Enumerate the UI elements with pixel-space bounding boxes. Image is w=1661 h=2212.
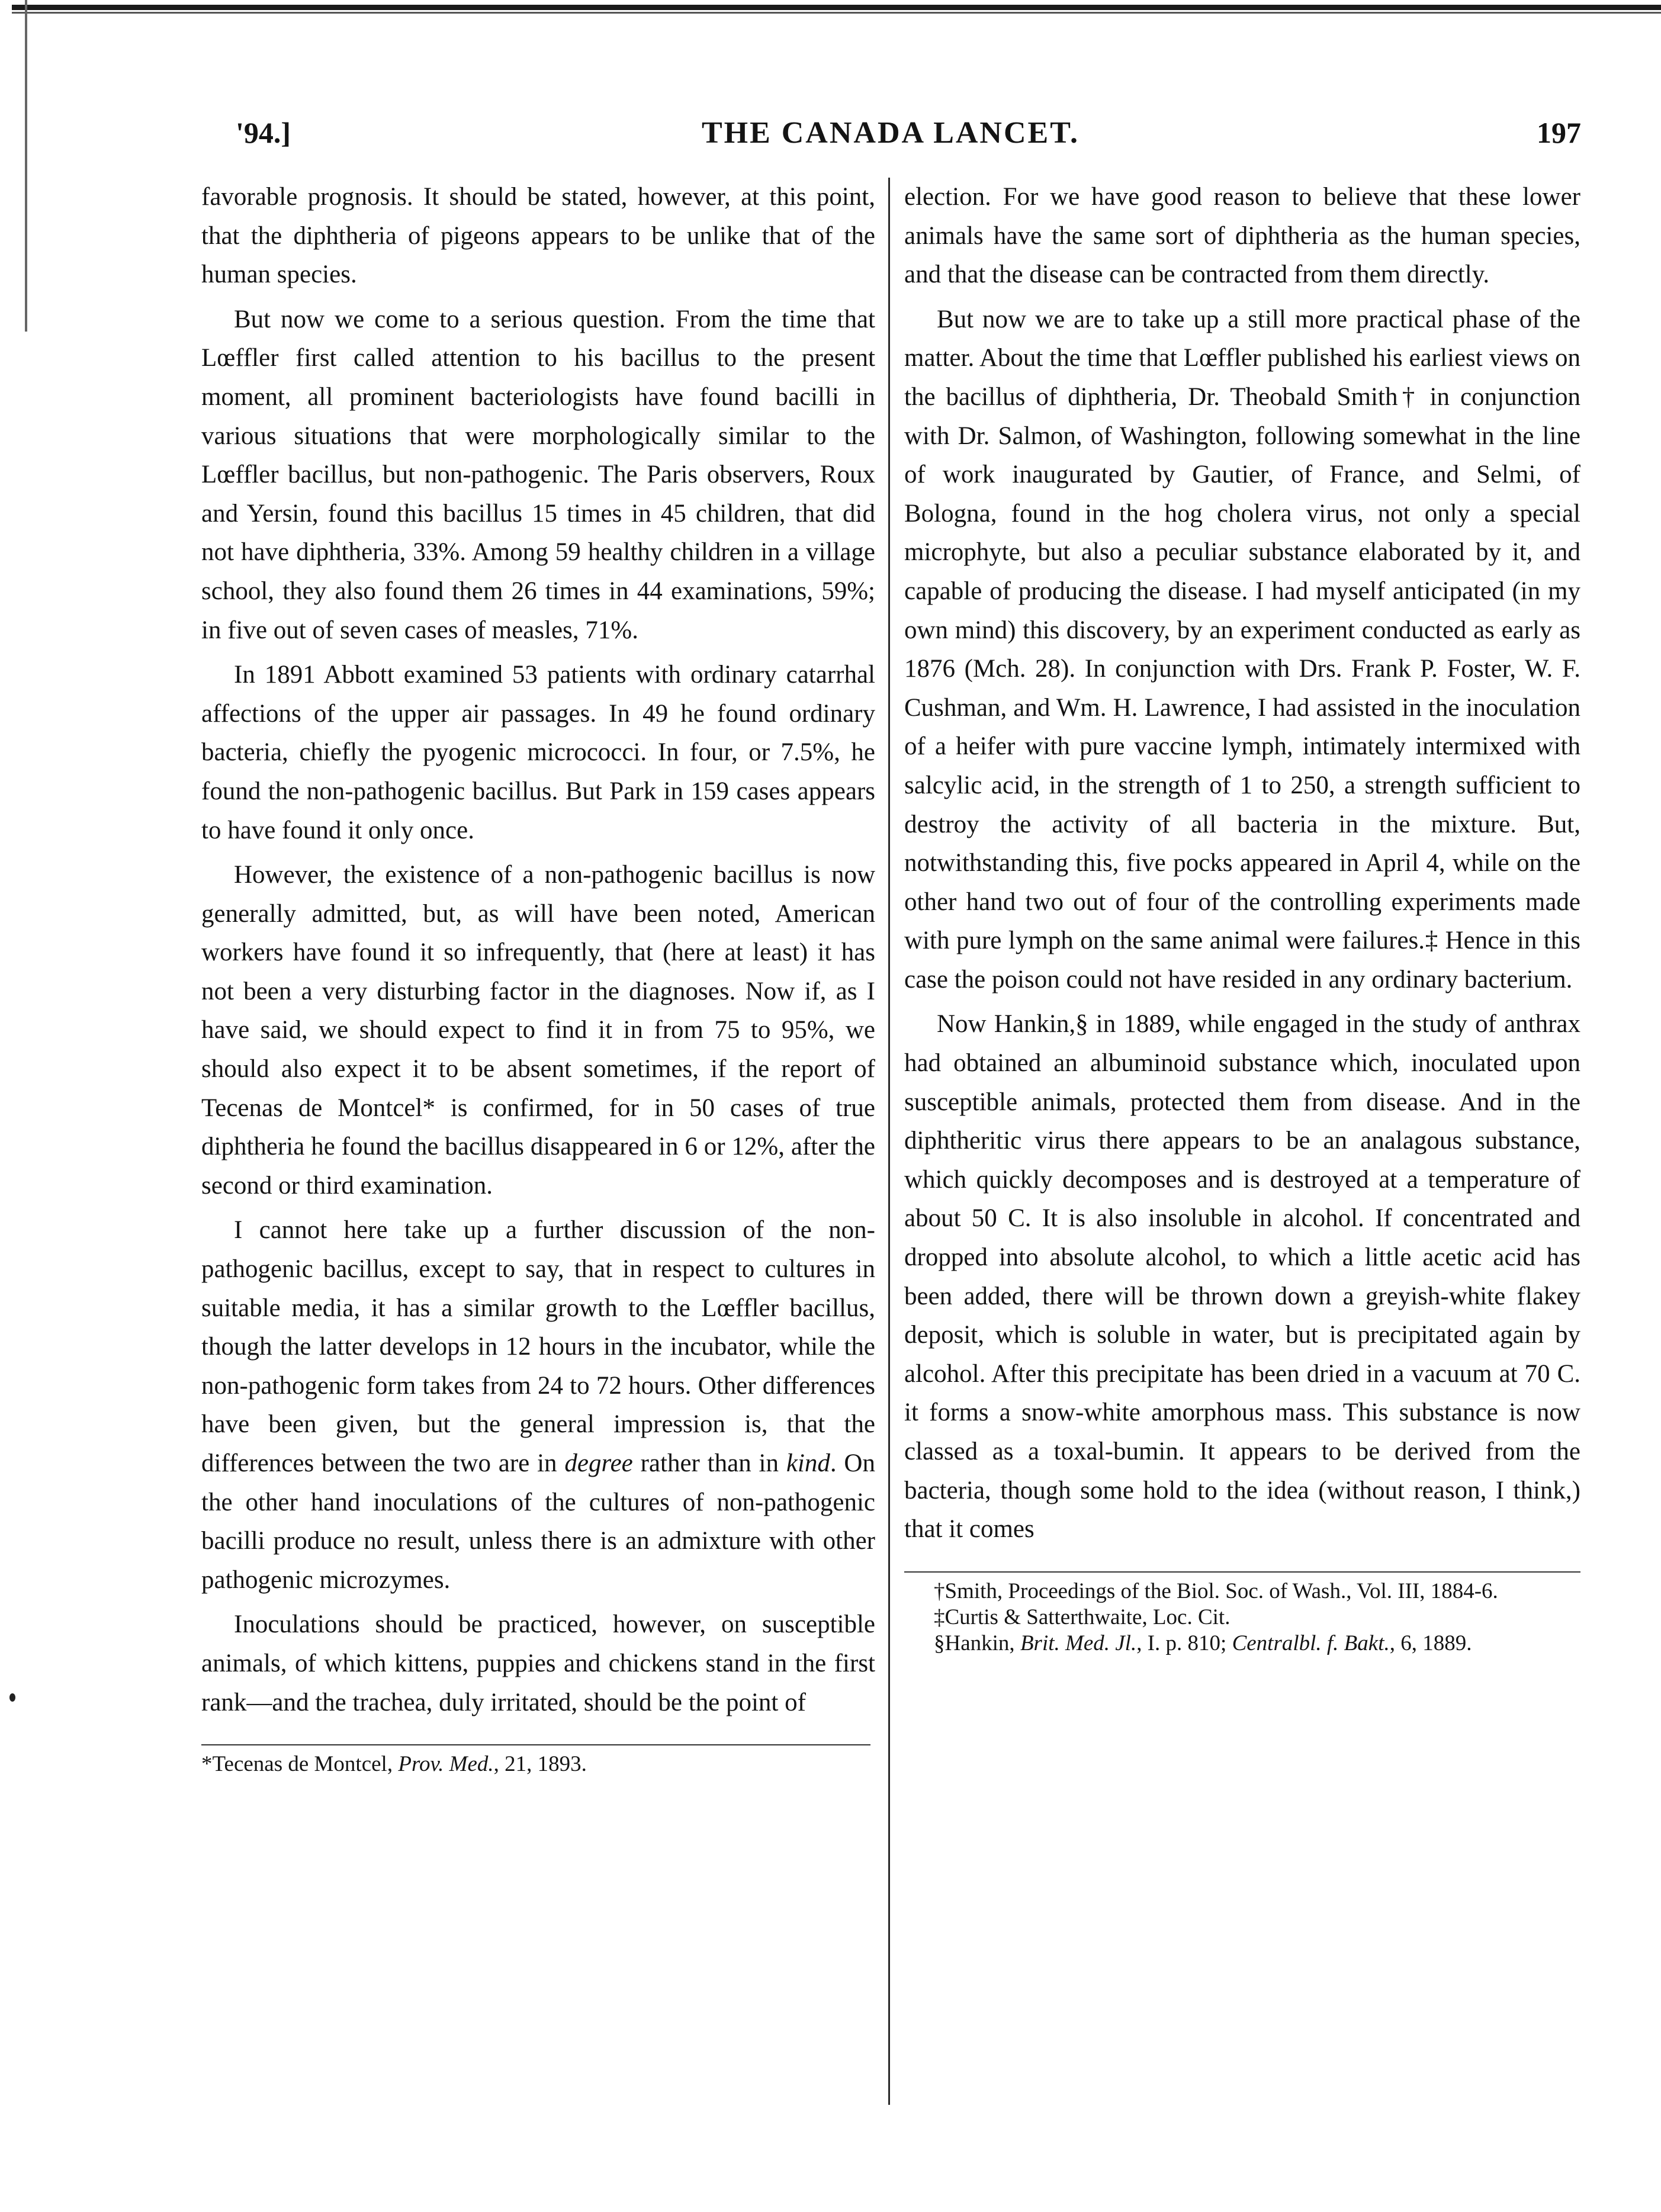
footnote-journal: Brit. Med. Jl. xyxy=(1020,1631,1137,1655)
journal-title: THE CANADA LANCET. xyxy=(701,116,1080,150)
page-number: 197 xyxy=(1537,116,1581,149)
footnote-journal: Centralbl. f. Bakt. xyxy=(1232,1631,1390,1655)
top-border-rule xyxy=(12,5,1661,10)
footnote-text: §Hankin, xyxy=(934,1631,1020,1655)
margin-mark xyxy=(9,1693,15,1702)
top-border-rule-thin xyxy=(12,12,1661,14)
paragraph: But now we come to a serious question. From the time that Lœffler first called attention to his bacillus to the present moment, all prominent bacteriologists have found bacilli in various situations that were morphologically similar to the Lœffler bacillus, but non-pathogenic. The Paris observers, Roux and Yersin, found this bacillus 15 times in 45 children, that did not have diphtheria, 33%. Among 59 healthy children in a village school, they also found them 26 times in 44 examinations, 59%; in five out of seven cases of measles, 71%. xyxy=(201,305,875,644)
footnote-text: , 21, 1893. xyxy=(493,1752,587,1777)
paragraph-text: . On the other hand inoculations of the cultures of non-pathogenic bacilli produce no result, unless there is an admixture with other pathogenic microzymes. xyxy=(201,1449,875,1594)
footnote: ‡Curtis & Satterthwaite, Loc. Cit. xyxy=(934,1605,1231,1629)
binding-edge xyxy=(25,0,27,332)
footnote-rule xyxy=(904,1571,1580,1573)
footnote: †Smith, Proceedings of the Biol. Soc. of Wash., Vol. III, 1884-6. xyxy=(934,1578,1498,1603)
footnote xyxy=(904,1631,1580,1657)
footnote-text: *Tecenas de Montcel, xyxy=(201,1752,399,1777)
paragraph: Now Hankin,§ in 1889, while engaged in the study of anthrax had obtained an albuminoid substance which, inoculated upon susceptible animals, protected them from disease. And in the diphtheritic virus there appears to be an analagous substance, which quickly decomposes and is destroyed at a temperature of about 50 C. It is also insoluble in alcohol. If concentrated and dropped into absolute alcohol, to which a little acetic acid has been added, there will be thrown down a greyish-white flakey deposit, which is soluble in water, but is precipitated again by alcohol. After this precipitate has been dried in a vacuum at 70 C. it forms a snow-white amorphous mass. This substance is now classed as a toxal-bumin. It appears to be derived from the bacteria, though some hold to the idea (without reason, I think,) that it comes xyxy=(904,1010,1580,1544)
left-column xyxy=(201,178,875,1777)
paragraph: But now we are to take up a still more practical phase of the matter. About the time that Lœffler published his earliest views on the bacillus of diphtheria, Dr. Theobald Smith† in conjunction with Dr. Salmon, of Washington, following somewhat in the line of work inaugurated by Gautier, of France, and Selmi, of Bologna, found in the hog cholera virus, not only a special microphyte, but also a peculiar substance elaborated by it, and capable of producing the disease. I had myself anticipated (in my own mind) this discovery, by an experiment conducted as early as 1876 (Mch. 28). In conjunction with Drs. Frank P. Foster, W. F. Cushman, and Wm. H. Lawrence, I had assisted in the inoculation of a heifer with pure vaccine lymph, intimately intermixed with salcylic acid, in the strength of 1 to 250, a strength sufficient to destroy the activity of all bacteria in the mixture. But, notwithstanding this, five pocks appeared in April 4, while on the other hand two out of four of the controlling experiments made with pure lymph on the same animal were failures.‡ Hence in this case the poison could not have resided in any ordinary bacterium. xyxy=(904,305,1580,994)
paragraph: election. For we have good reason to believe that these lower animals have the same sort of diphtheria as the human species, and that the disease can be contracted from them directly. xyxy=(904,183,1580,289)
paragraph xyxy=(201,1211,875,1599)
header-year: '94.] xyxy=(236,116,291,149)
column-divider xyxy=(888,178,890,2105)
italic-term: kind xyxy=(786,1449,830,1477)
footnote-rule xyxy=(201,1744,870,1745)
footnote-text: , I. p. 810; xyxy=(1136,1631,1232,1655)
right-column xyxy=(904,178,1580,1657)
footnote xyxy=(201,1751,875,1777)
running-header xyxy=(200,115,1581,163)
paragraph: In 1891 Abbott examined 53 patients with ordinary catarrhal affections of the upper air passages. In 49 he found ordinary bacteria, chiefly the pyogenic micrococci. In four, or 7.5%, he found the non-pathogenic bacillus. But Park in 159 cases appears to have found it only once. xyxy=(201,661,875,844)
footnote-text: , 6, 1889. xyxy=(1389,1631,1472,1655)
paragraph-text: rather than in xyxy=(632,1449,786,1477)
paragraph: favorable prognosis. It should be stated, however, at this point, that the diphtheria of pigeons appears to be unlike that of the human species. xyxy=(201,183,875,289)
footnote-journal: Prov. Med. xyxy=(398,1752,494,1777)
paragraph: However, the existence of a non-pathogenic bacillus is now generally admitted, but, as will have been noted, American workers have found it so infrequently, that (here at least) it has not been a very disturbing factor in the diagnoses. Now if, as I have said, we should expect to find it in from 75 to 95%, we should also expect it to be absent sometimes, if the report of Tecenas de Montcel* is confirmed, for in 50 cases of true diphtheria he found the bacillus disappeared in 6 or 12%, after the second or third examination. xyxy=(201,861,875,1200)
italic-term: degree xyxy=(564,1449,633,1477)
paragraph: Inoculations should be practiced, however, on susceptible animals, of which kittens, puppies and chickens stand in the first rank—and the trachea, duly irritated, should be the point of xyxy=(201,1610,875,1716)
paragraph-text: I cannot here take up a further discussion of the non-pathogenic bacillus, except to say, that in respect to cultures in suitable media, it has a similar growth to the Lœffler bacillus, though the latter develops in 12 hours in the incubator, while the non-pathogenic form takes from 24 to 72 hours. Other differences have been given, but the general impression is, that the differences between the two are in xyxy=(201,1216,875,1477)
